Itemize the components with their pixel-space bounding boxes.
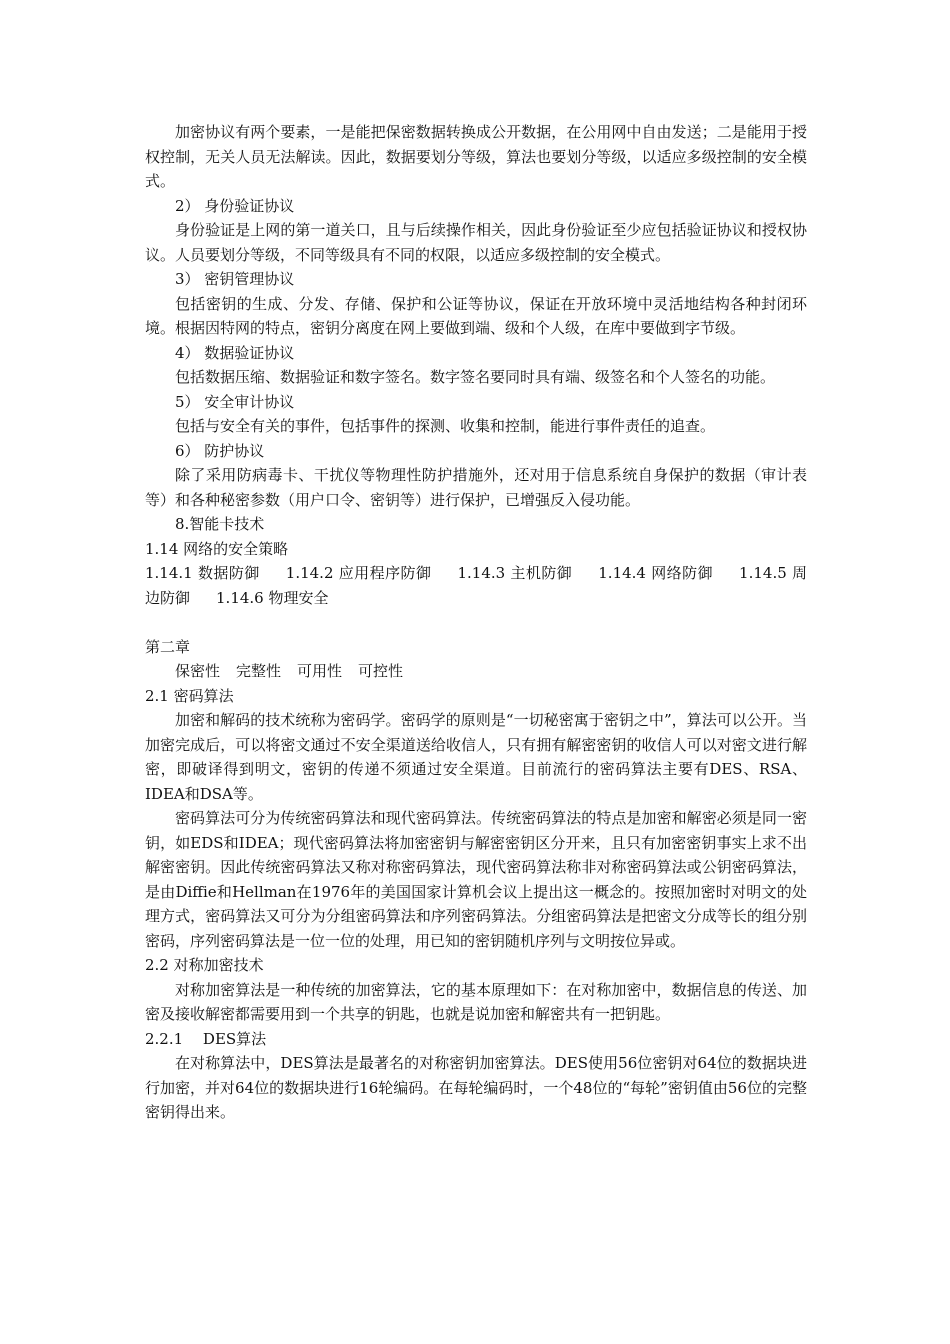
security-attributes xyxy=(145,659,807,684)
paragraph: 对称加密算法是一种传统的加密算法，它的基本原理如下：在对称加密中，数据信息的传送、加密及接收解密都需要用到一个共享的钥匙，也就是说加密和解密共有一把钥匙。 xyxy=(145,980,807,1023)
section-heading: 2.2.1 DES算法 xyxy=(145,1029,267,1048)
paragraph: 在对称算法中，DES算法是最著名的对称密钥加密算法。DES使用56位密钥对64位的数据块进行加密，并对64位的数据块进行16轮编码。在每轮编码时，一个48位的“每轮”密钥值由56位的完整密钥得出来。 xyxy=(145,1054,807,1121)
strategy-item: 1.14.1 数据防御 xyxy=(145,564,260,582)
paragraph: 包括与安全有关的事件，包括事件的探测、收集和控制，能进行事件责任的追查。 xyxy=(175,417,716,435)
subheading: 3） 密钥管理协议 xyxy=(175,270,295,288)
paragraph: 加密协议有两个要素，一是能把保密数据转换成公开数据，在公用网中自由发送；二是能用于授权控制，无关人员无法解读。因此，数据要划分等级，算法也要划分等级，以适应多级控制的安全模式。 xyxy=(145,123,807,190)
blank-line xyxy=(145,610,807,635)
section-heading: 2.1 密码算法 xyxy=(145,686,234,705)
section-heading: 2.2 对称加密技术 xyxy=(145,956,264,974)
strategy-item: 1.14.2 应用程序防御 xyxy=(285,564,432,582)
attribute-item: 可用性 xyxy=(297,662,343,680)
document-page xyxy=(145,120,807,1125)
strategy-list xyxy=(145,561,807,610)
paragraph: 包括密钥的生成、分发、存储、保护和公证等协议，保证在开放环境中灵活地结构各种封闭环境。根据因特网的特点，密钥分离度在网上要做到端、级和个人级，在库中要做到字节级。 xyxy=(145,294,807,337)
paragraph: 密码算法可分为传统密码算法和现代密码算法。传统密码算法的特点是加密和解密必须是同一密钥，如EDS和IDEA；现代密码算法将加密密钥与解密密钥区分开来，且只有加密密钥事实上求不出解密密钥。因此传统密码算法又称对称密码算法，现代密码算法称非对称密码算法或公钥密码算法，是由Diffie和Hellman在1976年的美国国家计算机会议上提出这一概念的。按照加密时对明文的处理方式，密码算法又可分为分组密码算法和序列密码算法。分组密码算法是把密文分成等长的组分别密码，序列密码算法是一位一位的处理，用已知的密钥随机序列与文明按位异或。 xyxy=(145,809,807,950)
attribute-item: 完整性 xyxy=(236,662,282,680)
attribute-item: 保密性 xyxy=(175,662,221,680)
subheading: 6） 防护协议 xyxy=(175,441,265,460)
strategy-item: 1.14.6 物理安全 xyxy=(216,588,329,607)
section-heading: 1.14 网络的安全策略 xyxy=(145,539,289,558)
paragraph: 身份验证是上网的第一道关口，且与后续操作相关，因此身份验证至少应包括验证协议和授权协议。人员要划分等级，不同等级具有不同的权限，以适应多级控制的安全模式。 xyxy=(145,221,807,264)
strategy-item: 1.14.3 主机防御 xyxy=(457,564,573,582)
subheading: 5） 安全审计协议 xyxy=(175,392,295,411)
attribute-item: 可控性 xyxy=(358,662,404,680)
subheading: 8.智能卡技术 xyxy=(175,515,265,533)
strategy-item: 1.14.4 网络防御 xyxy=(598,564,714,582)
subheading: 2） 身份验证协议 xyxy=(175,196,295,215)
chapter-heading: 第二章 xyxy=(145,637,191,656)
paragraph: 除了采用防病毒卡、干扰仪等物理性防护措施外，还对用于信息系统自身保护的数据（审计表等）和各种秘密参数（用户口令、密钥等）进行保护，已增强反入侵功能。 xyxy=(145,466,807,509)
paragraph: 包括数据压缩、数据验证和数字签名。数字签名要同时具有端、级签名和个人签名的功能。 xyxy=(175,368,776,386)
subheading: 4） 数据验证协议 xyxy=(175,343,295,362)
strategy-item: 1.14.5 周边防御 xyxy=(145,564,807,607)
paragraph: 加密和解码的技术统称为密码学。密码学的原则是“一切秘密寓于密钥之中”，算法可以公开。当加密完成后，可以将密文通过不安全渠道送给收信人，只有拥有解密密钥的收信人可以对密文进行解密，即破译得到明文，密钥的传递不须通过安全渠道。目前流行的密码算法主要有DES、RSA、IDEA和DSA等。 xyxy=(145,711,807,803)
